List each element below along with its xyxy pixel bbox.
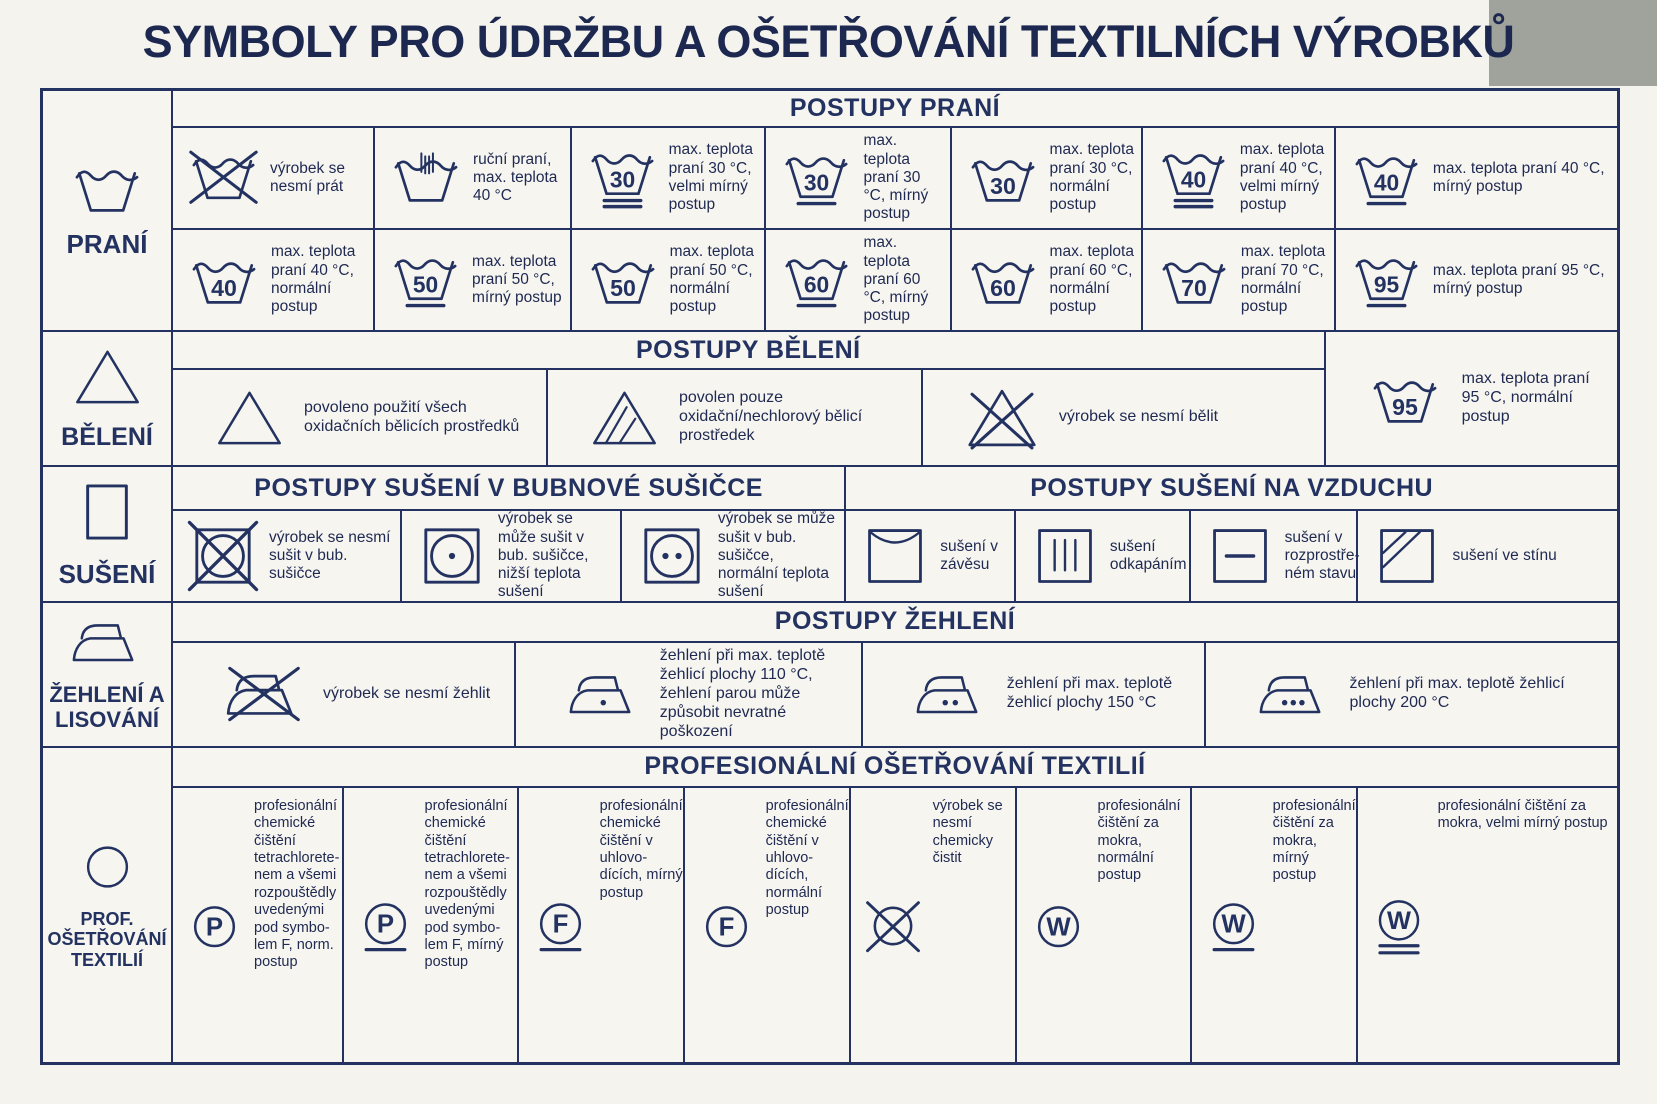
- care-cell: [1334, 230, 1617, 330]
- care-cell: [173, 788, 342, 1062]
- care-cell-text: profesionální čištění za mokra, velmi mírný postup: [1437, 797, 1608, 832]
- care-cell: [1326, 332, 1617, 465]
- tub-30-icon: [966, 151, 1040, 205]
- care-cell: [1356, 788, 1617, 1062]
- care-cell-text: žehlení při max. teplotě žehlicí plochy 150 °C: [1006, 675, 1173, 712]
- section-ironing: [43, 601, 1617, 746]
- care-cell: [950, 128, 1141, 228]
- triangle-icon: [215, 387, 284, 449]
- bleaching-main: [173, 332, 1324, 465]
- care-cell-text: žehlení při max. teplotě žehlicí plochy 110 °C, žehlení parou může způsobit nevratné poškození: [659, 647, 826, 740]
- bleaching-sidebar: [43, 332, 173, 465]
- care-cell-text: max. teplota praní 50 °C, normální postup: [669, 243, 755, 316]
- washing-row-2: [173, 228, 1617, 330]
- care-cell-text: profesionální čištění za mokra, mírný postup: [1272, 797, 1356, 884]
- care-cell: [173, 230, 373, 330]
- dry-shade-icon: [1372, 521, 1442, 591]
- svg-text:P: P: [376, 910, 394, 939]
- svg-text:30: 30: [989, 173, 1016, 200]
- tub-60-u1-icon: [780, 250, 853, 311]
- ironing-sidebar: [43, 603, 173, 746]
- washing-header: POSTUPY PRANÍ: [173, 91, 1617, 128]
- drying-sidebar: [43, 467, 173, 600]
- care-cell-text: max. teplota praní 30 °C, mírný postup: [863, 132, 929, 223]
- care-cell: [1334, 128, 1617, 228]
- care-cell: [620, 511, 844, 600]
- care-cell-text: max. teplota praní 30 °C, velmi mírný postup: [668, 141, 754, 214]
- care-cell: [514, 643, 861, 746]
- svg-text:F: F: [718, 913, 734, 942]
- care-cell: [517, 788, 683, 1062]
- care-cell-text: max. teplota praní 70 °C, normální postup: [1240, 243, 1326, 316]
- air-dry-half: [844, 467, 1617, 600]
- triangle-crossed-icon: [965, 385, 1039, 451]
- bleaching-header: POSTUPY BĚLENÍ: [173, 332, 1324, 370]
- ironing-sidebar-label: ŽEHLENÍ A LISOVÁNÍ: [49, 682, 165, 732]
- svg-text:W: W: [1220, 910, 1246, 939]
- dryclean-crossed-icon: [861, 894, 925, 958]
- care-cell: [683, 788, 849, 1062]
- iron-dot2-icon: [915, 668, 987, 720]
- svg-text:30: 30: [804, 169, 830, 196]
- professional-care-sidebar: [43, 748, 173, 1062]
- care-cell-text: profesionální čištění za mokra, normální postup: [1097, 797, 1181, 884]
- tub-40-icon: [187, 253, 261, 307]
- svg-text:40: 40: [1180, 166, 1207, 193]
- dry-drip-icon: [1030, 521, 1100, 591]
- drum-dot2-icon: [636, 520, 708, 592]
- care-cell-text: výrobek se může sušit v bub. sušičce, normální teplota sušení: [717, 510, 836, 601]
- svg-text:60: 60: [804, 271, 830, 298]
- wash-tub-icon: [70, 161, 144, 220]
- care-cell-text: profesionální chemické čištění tetrachlorete-nem a všemi rozpouštědly uvedenými pod symbo-lem F, mírný postup: [424, 797, 510, 971]
- page-title: SYMBOLY PRO ÚDRŽBU A OŠETŘOVÁNÍ TEXTILNÍCH VÝROBKŮ: [142, 16, 1515, 67]
- care-cell-text: výrobek se nesmí chemicky čistit: [932, 797, 1003, 867]
- care-cell-text: profesionální chemické čištění tetrachlorete-nem a všemi rozpouštědly uvedenými pod symbo-lem F, norm. postup: [254, 797, 340, 971]
- svg-text:30: 30: [609, 166, 635, 193]
- care-cell-text: výrobek se nesmí bělit: [1058, 408, 1219, 426]
- care-cell: [950, 230, 1141, 330]
- iron-crossed-icon: [225, 666, 303, 722]
- care-cell: [846, 511, 1014, 600]
- professional-care-header: PROFESIONÁLNÍ OŠETŘOVÁNÍ TEXTILIÍ: [173, 748, 1617, 788]
- care-cell-text: max. teplota praní 95 °C, normální postup: [1461, 370, 1590, 426]
- care-cell-text: profesionální chemické čištění v uhlovo-dících, mírný postup: [599, 797, 683, 901]
- care-cell: [1356, 511, 1617, 600]
- iron-dot1-icon: [568, 668, 640, 720]
- ironing-header: POSTUPY ŽEHLENÍ: [173, 603, 1617, 643]
- professional-care-row: [173, 788, 1617, 1062]
- care-cell: [764, 128, 949, 228]
- care-cell-text: výrobek se nesmí sušit v bub. sušičce: [269, 528, 391, 583]
- tub-95-icon: [1368, 372, 1442, 426]
- svg-text:F: F: [552, 910, 568, 939]
- pro-F-u1-icon: [529, 895, 592, 957]
- care-cell: [173, 370, 546, 465]
- care-cell-text: výrobek se může sušit v bub. sušičce, nižší teplota sušení: [497, 510, 589, 601]
- care-cell: [1014, 511, 1189, 600]
- care-cell: [570, 230, 765, 330]
- care-cell-text: max. teplota praní 95 °C, mírný postup: [1432, 261, 1605, 298]
- care-cell: [1189, 511, 1360, 600]
- drying-content: [173, 467, 1617, 600]
- care-cell-text: ruční praní, max. teplota 40 °C: [472, 150, 558, 205]
- pro-W-icon: [1027, 898, 1090, 954]
- care-cell-text: max. teplota praní 40 °C, normální postup: [271, 243, 356, 316]
- pro-W-u1-icon: [1202, 895, 1265, 957]
- circle-icon: [77, 840, 138, 899]
- svg-text:95: 95: [1373, 271, 1400, 298]
- section-drying: [43, 465, 1617, 600]
- tumble-dry-half: [173, 467, 844, 600]
- professional-care-sidebar-label: PROF. OŠETŘOVÁNÍ TEXTILIÍ: [47, 909, 167, 970]
- tub-crossed-icon: [187, 149, 260, 207]
- section-bleaching: [43, 330, 1617, 465]
- svg-text:W: W: [1386, 906, 1411, 935]
- care-cell-text: max. teplota praní 60 °C, mírný postup: [863, 234, 929, 325]
- care-cell-text: výrobek se nesmí prát: [270, 159, 345, 195]
- svg-text:P: P: [205, 913, 224, 942]
- washing-content: [173, 91, 1617, 330]
- air-dry-header: POSTUPY SUŠENÍ NA VZDUCHU: [846, 467, 1617, 511]
- care-cell: [173, 128, 373, 228]
- svg-text:W: W: [1045, 913, 1071, 942]
- tumble-dry-row: [173, 511, 844, 600]
- care-cell: [921, 370, 1324, 465]
- washing-overflow-row: [1326, 332, 1617, 465]
- pro-P-icon: [183, 898, 246, 954]
- svg-text:70: 70: [1180, 275, 1207, 302]
- tub-30-u2-icon: [586, 145, 659, 212]
- care-cell: [849, 788, 1015, 1062]
- tub-hand-icon: [389, 151, 463, 205]
- washing-row-1: [173, 128, 1617, 228]
- tub-50-u1-icon: [389, 250, 462, 311]
- ironing-row: [173, 643, 1617, 746]
- svg-text:60: 60: [989, 275, 1016, 302]
- care-cell-text: max. teplota praní 40 °C, mírný postup: [1432, 159, 1605, 195]
- care-cell: [173, 643, 514, 746]
- care-cell: [400, 511, 620, 600]
- care-cell-text: povolen pouze oxidační/nechlorový bělicí prostředek: [678, 389, 863, 445]
- care-cell: [546, 370, 921, 465]
- bleach-triangle-icon: [73, 346, 142, 413]
- care-cell: [1015, 788, 1190, 1062]
- care-cell-text: sušení v závěsu: [940, 537, 999, 574]
- tub-40-u2-icon: [1157, 145, 1230, 212]
- care-cell-text: povoleno použití všech oxidačních bělicích prostředků: [304, 398, 520, 435]
- care-cell: [861, 643, 1204, 746]
- care-cell-text: výrobek se nesmí žehlit: [323, 684, 491, 702]
- tub-95-u1-icon: [1350, 250, 1423, 311]
- triangle-hatched-icon: [590, 387, 659, 449]
- care-cell: [173, 511, 400, 600]
- washing-sidebar: [43, 91, 173, 330]
- pro-P-u1-icon: [354, 895, 417, 957]
- pro-F-icon: [695, 898, 758, 954]
- svg-text:50: 50: [609, 275, 636, 302]
- care-cell-text: max. teplota praní 50 °C, mírný postup: [471, 252, 562, 307]
- care-cell-text: sušení ve stínu: [1452, 546, 1557, 564]
- care-cell: [373, 230, 570, 330]
- care-cell: [1141, 128, 1334, 228]
- care-cell: [570, 128, 765, 228]
- dry-hang-icon: [860, 521, 930, 591]
- pro-W-u2-icon: [1368, 892, 1430, 960]
- tub-60-icon: [966, 253, 1040, 307]
- svg-text:40: 40: [211, 275, 237, 302]
- bleaching-sidebar-label: BĚLENÍ: [61, 423, 153, 452]
- drum-crossed-icon: [187, 520, 259, 592]
- air-dry-row: [846, 511, 1617, 600]
- tub-40-u1-icon: [1350, 148, 1423, 209]
- section-washing: [43, 91, 1617, 330]
- iron-icon: [71, 616, 143, 673]
- iron-dot3-icon: [1258, 668, 1330, 720]
- care-cell: [1204, 643, 1617, 746]
- tumble-dry-header: POSTUPY SUŠENÍ V BUBNOVÉ SUŠIČCE: [173, 467, 844, 511]
- care-cell-text: max. teplota praní 30 °C, normální postup: [1049, 141, 1134, 214]
- ironing-content: [173, 603, 1617, 746]
- care-cell: [342, 788, 517, 1062]
- care-cell-text: sušení odkapáním: [1109, 537, 1187, 574]
- care-cell-text: žehlení při max. teplotě žehlicí plochy 200 °C: [1349, 675, 1565, 712]
- care-cell-text: max. teplota praní 40 °C, velmi mírný postup: [1239, 141, 1325, 214]
- washing-sidebar-label: PRANÍ: [66, 229, 148, 260]
- tub-70-icon: [1157, 253, 1231, 307]
- svg-text:95: 95: [1391, 393, 1418, 420]
- care-cell: [764, 230, 949, 330]
- care-cell: [373, 128, 570, 228]
- professional-care-content: [173, 748, 1617, 1062]
- care-cell-text: max. teplota praní 60 °C, normální postup: [1049, 243, 1134, 316]
- tub-50-icon: [586, 253, 660, 307]
- svg-text:40: 40: [1373, 169, 1400, 196]
- bleaching-content: [173, 332, 1617, 465]
- tub-30-u1-icon: [780, 148, 853, 209]
- care-cell-text: sušení v rozprostře-ném stavu: [1284, 528, 1360, 583]
- drying-sidebar-label: SUŠENÍ: [58, 558, 156, 589]
- care-cell-text: profesionální chemické čištění v uhlovo-dících, normální postup: [765, 797, 849, 919]
- dry-flat-icon: [1205, 521, 1275, 591]
- washing-overflow-cell: [1324, 332, 1617, 465]
- section-professional-care: [43, 746, 1617, 1062]
- care-cell: [1190, 788, 1356, 1062]
- care-symbols-table: [40, 88, 1620, 1065]
- drum-dot1-icon: [416, 520, 488, 592]
- dry-square-icon: [70, 479, 144, 550]
- svg-text:50: 50: [412, 271, 439, 298]
- care-cell: [1141, 230, 1334, 330]
- bleaching-row: [173, 370, 1324, 465]
